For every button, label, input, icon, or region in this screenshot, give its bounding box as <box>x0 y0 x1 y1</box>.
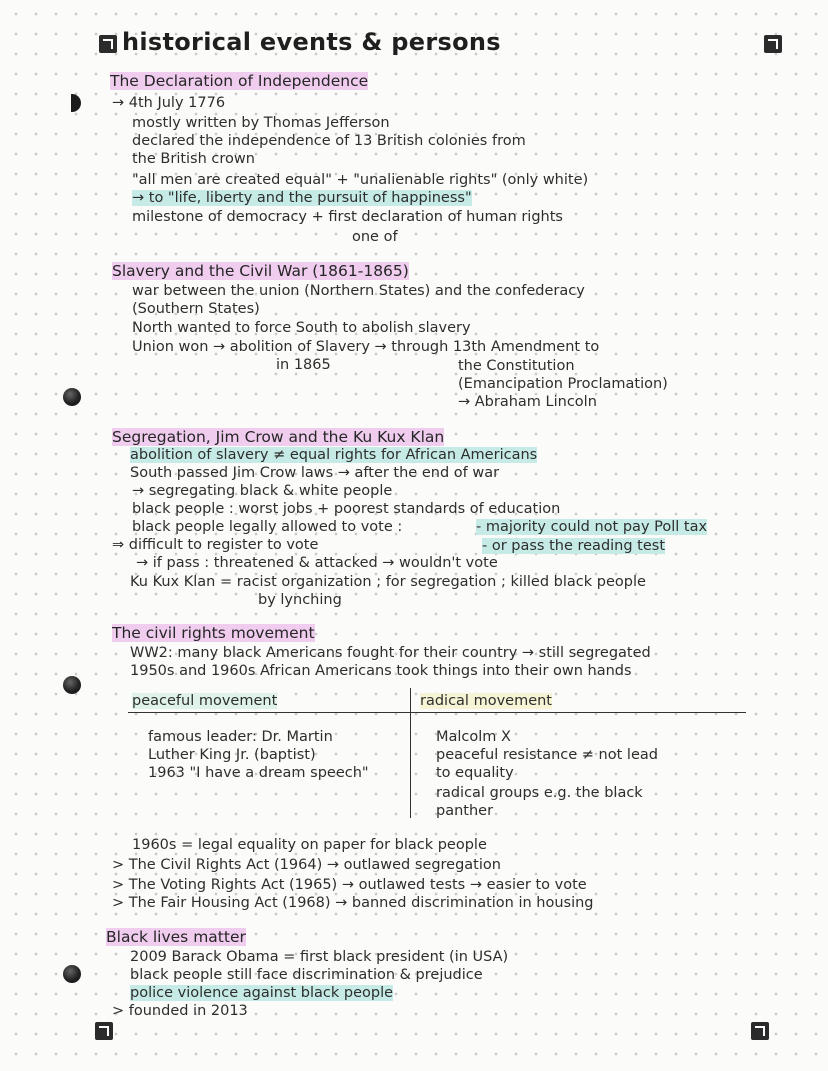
note-line: 1963 "I have a dream speech" <box>148 765 369 781</box>
note-corner-icon <box>99 35 117 53</box>
note-line: North wanted to force South to abolish slavery <box>132 320 471 336</box>
note-line: (Emancipation Proclamation) <box>458 376 668 392</box>
note-line: Ku Kux Klan = racist organization ; for segregation ; killed black people <box>130 574 646 590</box>
section-heading: Black lives matter <box>106 928 246 946</box>
note-line: black people still face discrimination & prejudice <box>130 967 483 983</box>
page-title: historical events & persons <box>122 28 501 56</box>
binder-hole <box>63 388 81 406</box>
note-line: - or pass the reading test <box>482 538 666 554</box>
section-heading: The civil rights movement <box>112 624 315 642</box>
note-line: - majority could not pay Poll tax <box>476 519 708 535</box>
note-line: panther <box>436 803 494 819</box>
section-heading: The Declaration of Independence <box>110 72 369 90</box>
note-line: abolition of slavery ≠ equal rights for African Americans <box>130 447 538 463</box>
note-line: 2009 Barack Obama = first black president (in USA) <box>130 949 509 965</box>
note-line: to equality <box>436 765 514 781</box>
note-line: mostly written by Thomas Jefferson <box>132 115 390 131</box>
note-line: Malcolm X <box>436 729 511 745</box>
note-line: ⇒ difficult to register to vote <box>112 537 319 553</box>
binder-hole <box>63 94 81 112</box>
note-line: > founded in 2013 <box>112 1003 248 1019</box>
note-line: peaceful resistance ≠ not lead <box>436 747 658 763</box>
note-line: declared the independence of 13 British colonies from <box>132 133 526 149</box>
note-line: the Constitution <box>458 358 575 374</box>
note-line: Luther King Jr. (baptist) <box>148 747 316 763</box>
section-heading: Segregation, Jim Crow and the Ku Kux Klan <box>112 428 445 446</box>
note-line: police violence against black people <box>130 985 394 1001</box>
note-line: → to "life, liberty and the pursuit of happiness" <box>132 190 472 206</box>
section-heading: Slavery and the Civil War (1861-1865) <box>112 262 409 280</box>
note-line: in 1865 <box>276 357 331 373</box>
note-corner-icon <box>95 1022 113 1040</box>
note-corner-icon <box>764 35 782 53</box>
note-line: "all men are created equal" + "unalienable rights" (only white) <box>132 172 589 188</box>
binder-hole <box>63 965 81 983</box>
table-column-divider <box>410 688 411 818</box>
note-line: Union won → abolition of Slavery → through 13th Amendment to <box>132 339 600 355</box>
table-header-radical: radical movement <box>420 693 552 709</box>
table-header-rule <box>128 712 746 713</box>
note-line: (Southern States) <box>132 301 260 317</box>
note-line: war between the union (Northern States) and the confederacy <box>132 283 585 299</box>
note-line: black people legally allowed to vote : <box>132 519 403 535</box>
note-line: → segregating black & white people <box>132 483 393 499</box>
note-line: by lynching <box>258 592 342 608</box>
note-line: black people : worst jobs + poorest standards of education <box>132 501 561 517</box>
note-line: South passed Jim Crow laws → after the end of war <box>130 465 500 481</box>
note-line: → if pass : threatened & attacked → wouldn't vote <box>136 555 498 571</box>
note-line: → 4th July 1776 <box>112 95 226 111</box>
note-line: the British crown <box>132 151 255 167</box>
note-line: 1950s and 1960s African Americans took things into their own hands <box>130 663 632 679</box>
binder-hole <box>63 676 81 694</box>
note-line: WW2: many black Americans fought for their country → still segregated <box>130 645 651 661</box>
note-line: one of <box>352 229 398 245</box>
note-line: → Abraham Lincoln <box>458 394 597 410</box>
table-header-peaceful: peaceful movement <box>132 693 278 709</box>
note-line: milestone of democracy + first declaration of human rights <box>132 209 563 225</box>
note-corner-icon <box>751 1022 769 1040</box>
note-line: 1960s = legal equality on paper for black people <box>132 837 487 853</box>
note-line: > The Fair Housing Act (1968) → banned discrimination in housing <box>112 895 594 911</box>
note-line: > The Civil Rights Act (1964) → outlawed segregation <box>112 857 501 873</box>
note-line: > The Voting Rights Act (1965) → outlawed tests → easier to vote <box>112 877 587 893</box>
note-line: radical groups e.g. the black <box>436 785 643 801</box>
note-line: famous leader: Dr. Martin <box>148 729 333 745</box>
